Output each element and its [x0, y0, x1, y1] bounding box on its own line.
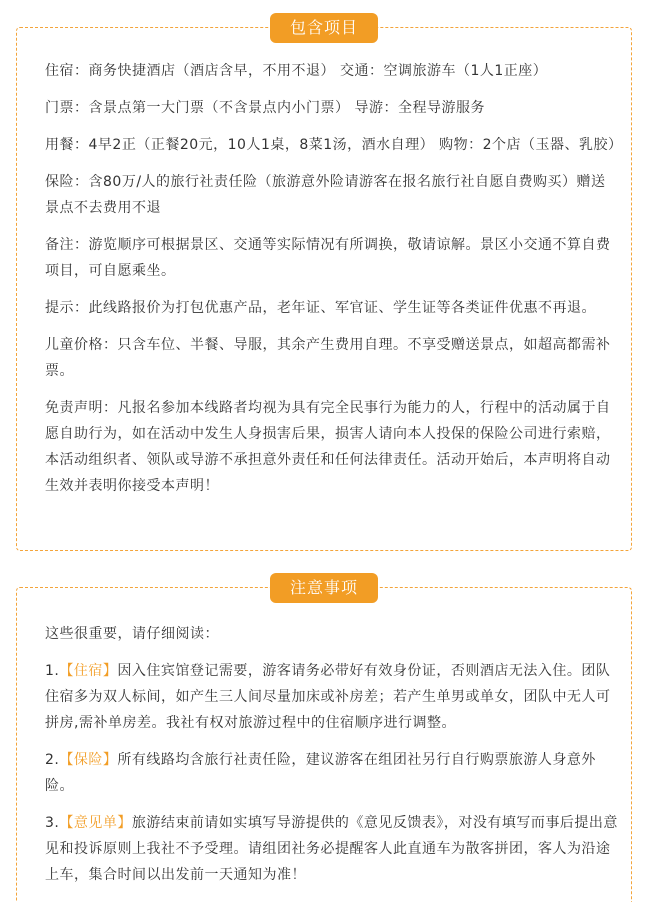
included-items-section [16, 18, 632, 551]
disclaimer-line: 免责声明：凡报名参加本线路者均视为具有完全民事行为能力的人，行程中的活动属于自愿自助行为，如在活动中发生人身损害后果，损害人请向本人投保的保险公司进行索赔，本活动组织者、领队或导游不承担意外责任和任何法律责任。活动开始后，本声明将自动生效并表明你接受本声明！ [45, 400, 611, 494]
lodging-transport-line: 住宿：商务快捷酒店（酒店含早，不用不退） 交通：空调旅游车（1人1正座） [45, 63, 548, 79]
remarks-line: 备注：游览顺序可根据景区、交通等实际情况有所调换，敬请谅解。景区小交通不算自费项目，可自愿乘坐。 [45, 237, 611, 279]
note-text: 旅游结束前请如实填写导游提供的《意见反馈表》，对没有填写而事后提出意见和投诉原则上我社不予受理。请组团社务必提醒客人此直通车为散客拼团，客人为沿途上车，集合时间以出发前一天通知为准！ [45, 815, 618, 883]
note-tag: 【住宿】 [59, 663, 118, 679]
note-number: 2. [45, 752, 60, 768]
notes-content [45, 621, 619, 899]
included-items-content [45, 58, 623, 510]
note-text: 因入住宾馆登记需要，游客请务必带好有效身份证，否则酒店无法入住。团队住宿多为双人标间，如产生三人间尽量加床或补房差；若产生单男或单女，团队中无人可拼房,需补单房差。我社有权对旅游过程中的住宿顺序进行调整。 [45, 663, 611, 731]
included-items-title: 包含项目 [270, 13, 378, 43]
ticket-guide-line: 门票：含景点第一大门票（不含景点内小门票） 导游：全程导游服务 [45, 100, 485, 116]
notes-intro: 这些很重要，请仔细阅读： [45, 626, 219, 642]
note-number: 3. [45, 815, 60, 831]
tips-line: 提示：此线路报价为打包优惠产品，老年证、军官证、学生证等各类证件优惠不再退。 [45, 300, 596, 316]
note-text: 所有线路均含旅行社责任险，建议游客在组团社另行自行购票旅游人身意外险。 [45, 752, 596, 794]
note-tag: 【保险】 [59, 752, 118, 768]
note-tag: 【意见单】 [59, 815, 132, 831]
meals-shopping-line: 用餐：4早2正（正餐20元，10人1桌，8菜1汤，酒水自理） 购物：2个店（玉器、乳胶） [45, 137, 623, 153]
insurance-line: 保险：含80万/人的旅行社责任险（旅游意外险请游客在报名旅行社自愿自费购买）赠送景点不去费用不退 [45, 174, 606, 216]
note-item-insurance [45, 747, 619, 799]
notes-section [16, 578, 632, 902]
note-item-feedback [45, 810, 619, 888]
child-price-line: 儿童价格：只含车位、半餐、导服，其余产生费用自理。不享受赠送景点，如超高都需补票。 [45, 337, 611, 379]
notes-title: 注意事项 [270, 573, 378, 603]
note-number: 1. [45, 663, 60, 679]
note-item-lodging [45, 658, 619, 736]
